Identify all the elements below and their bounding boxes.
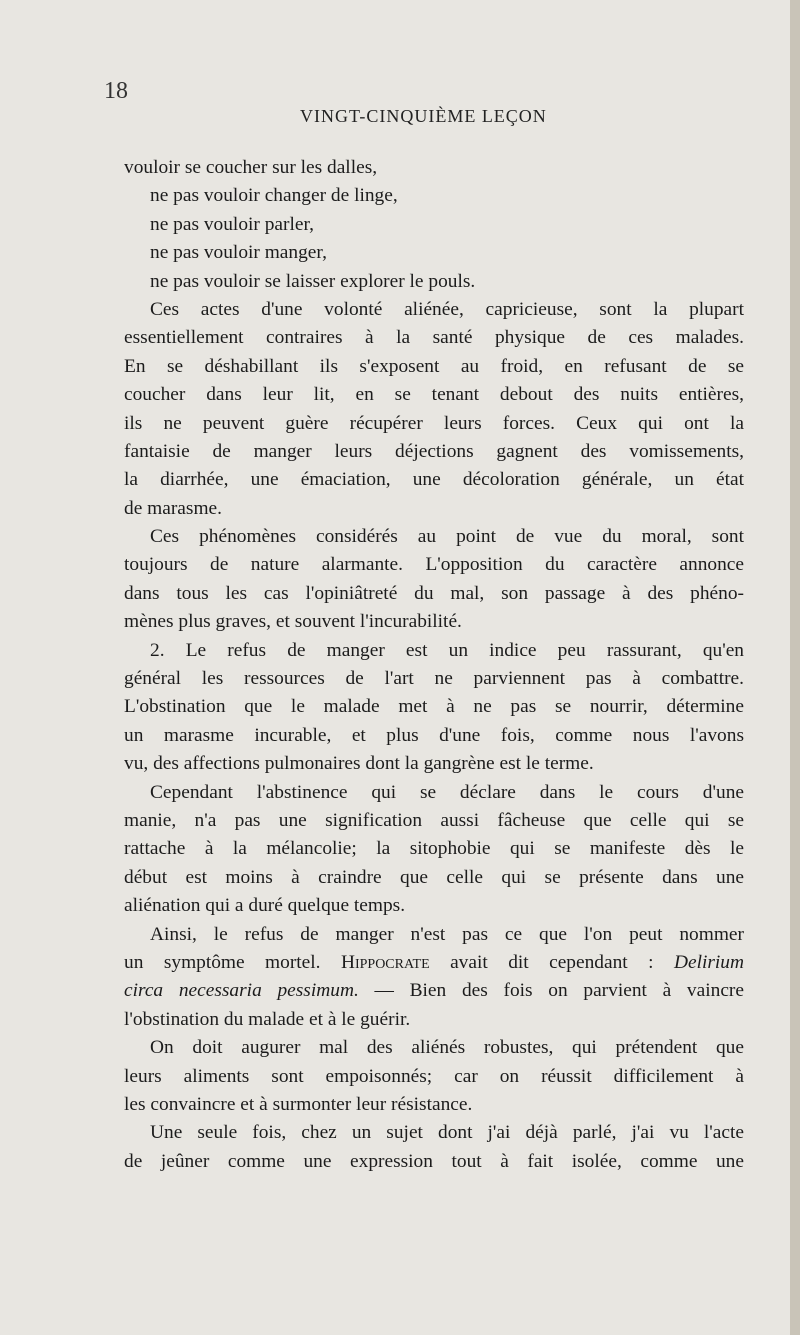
text-line: l'obstination du malade et à le guérir. (124, 1008, 411, 1030)
text-line: essentiellement contraires à la santé physique de ces malades. (124, 327, 744, 349)
text-span: avait dit cependant : (450, 951, 654, 973)
paragraph (124, 921, 744, 1035)
text-line: vu, des affections pulmonaires dont la gangrène est le terme. (124, 753, 594, 775)
verse-line: ne pas vouloir manger, (150, 242, 327, 264)
paragraph (124, 779, 744, 921)
text-line: mènes plus graves, et souvent l'incurabilité. (124, 611, 462, 633)
text-line: Cependant l'abstinence qui se déclare dans le cours d'une (150, 781, 744, 803)
text-line: Une seule fois, chez un sujet dont j'ai déjà parlé, j'ai vu l'acte (150, 1122, 744, 1144)
paragraph (124, 296, 744, 523)
body-text (124, 154, 744, 1176)
text-line: On doit augurer mal des aliénés robustes, qui prétendent que (150, 1037, 744, 1059)
text-line: fantaisie de manger leurs déjections gagnent des vomissements, (124, 440, 744, 462)
text-line: général les ressources de l'art ne parviennent pas à combattre. (124, 668, 744, 690)
verse-line: ne pas vouloir changer de linge, (150, 185, 398, 207)
text-span: — Bien des fois on parvient à vaincre (374, 980, 744, 1002)
paragraph (124, 523, 744, 637)
text-line: manie, n'a pas une signification aussi fâcheuse que celle qui se (124, 809, 744, 831)
text-line: ils ne peuvent guère récupérer leurs forces. Ceux qui ont la (124, 412, 744, 434)
page-number: 18 (104, 78, 128, 104)
verse-list (124, 154, 744, 296)
text-line: coucher dans leur lit, en se tenant debout des nuits entières, (124, 384, 744, 406)
text-line: dans tous les cas l'opiniâtreté du mal, son passage à des phéno- (124, 582, 744, 604)
paragraph (124, 1119, 744, 1176)
text-line: aliénation qui a duré quelque temps. (124, 895, 406, 917)
text-line: rattache à la mélancolie; la sitophobie qui se manifeste dès le (124, 838, 744, 860)
text-line (124, 977, 744, 1005)
verse-line: vouloir se coucher sur les dalles, (124, 157, 378, 178)
paragraph (124, 1034, 744, 1119)
verse-line: ne pas vouloir se laisser explorer le pouls. (150, 270, 476, 292)
running-title: VINGT-CINQUIÈME LEÇON (300, 106, 547, 126)
text-line: début est moins à craindre que celle qui se présente dans une (124, 866, 744, 888)
text-line: les convaincre et à surmonter leur résistance. (124, 1093, 473, 1115)
text-line: un marasme incurable, et plus d'une fois, comme nous l'avons (124, 724, 744, 746)
verse-line: ne pas vouloir parler, (150, 213, 314, 235)
text-line: 2. Le refus de manger est un indice peu rassurant, qu'en (150, 639, 744, 661)
text-line: Ainsi, le refus de manger n'est pas ce que l'on peut nommer (150, 923, 744, 945)
text-line: de marasme. (124, 497, 222, 519)
text-line (124, 949, 744, 977)
text-line: la diarrhée, une émaciation, une décoloration générale, un état (124, 469, 744, 491)
latin-quote: circa necessaria pessimum. (124, 980, 359, 1002)
text-line: Ces phénomènes considérés au point de vue du moral, sont (150, 526, 744, 548)
text-line: toujours de nature alarmante. L'opposition du caractère annonce (124, 554, 744, 576)
text-line: de jeûner comme une expression tout à fait isolée, comme une (124, 1150, 744, 1172)
text-line: Ces actes d'une volonté aliénée, capricieuse, sont la plupart (150, 298, 744, 320)
paragraph (124, 637, 744, 779)
latin-quote: Delirium (673, 951, 744, 973)
page-edge (790, 0, 800, 1335)
text-line: leurs aliments sont empoisonnés; car on réussit difficilement à (124, 1065, 744, 1087)
author-name: Hippocrate (340, 951, 430, 973)
text-line: En se déshabillant ils s'exposent au froid, en refusant de se (124, 355, 744, 377)
text-line: L'obstination que le malade met à ne pas se nourrir, détermine (124, 696, 744, 718)
text-span: un symptôme mortel. (124, 951, 321, 973)
